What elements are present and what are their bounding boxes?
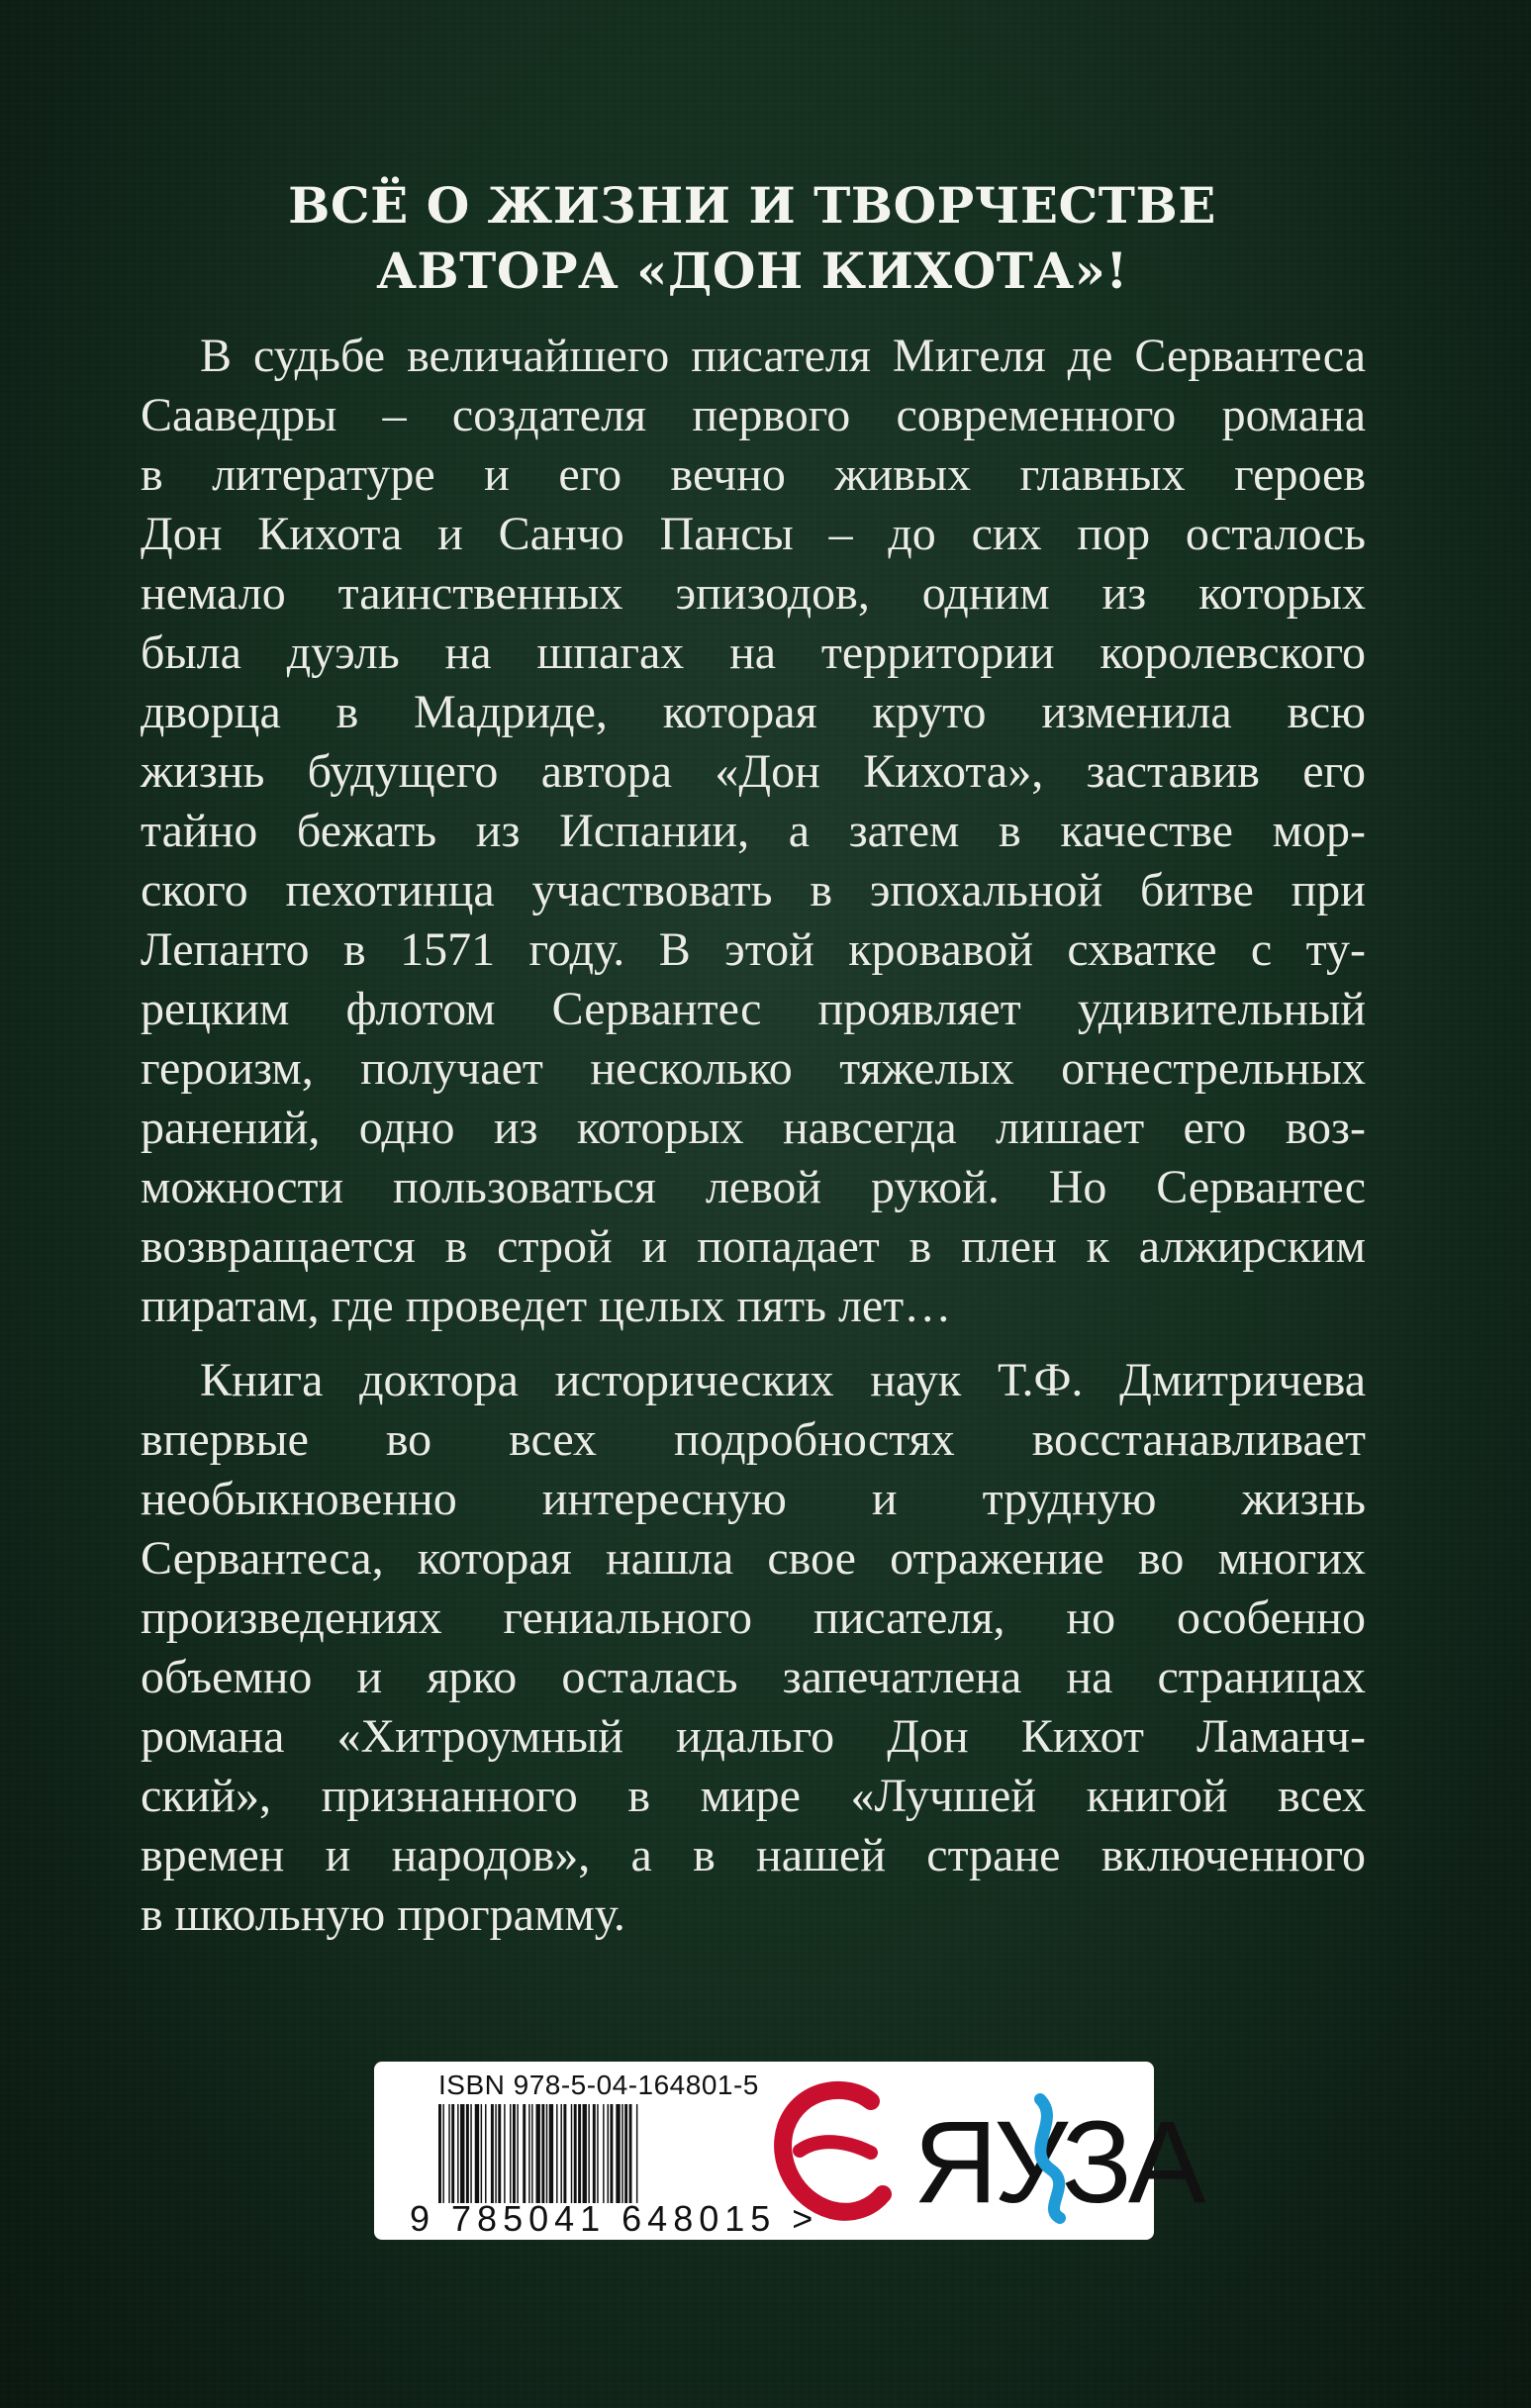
text-line: немало таинственных эпизодов, одним из которых <box>141 567 1366 620</box>
text-line: дворца в Мадриде, которая круто изменила всю <box>141 686 1366 738</box>
barcode-bar <box>495 2104 496 2203</box>
text-line: жизнь будущего автора «Дон Кихота», заставив его <box>141 745 1366 798</box>
text-line: героизм, получает несколько тяжелых огнестрельных <box>141 1042 1366 1095</box>
text-line: возвращается в строй и попадает в плен к алжирским <box>141 1220 1366 1273</box>
text-line: была дуэль на шпагах на территории королевского <box>141 626 1366 679</box>
barcode-bar <box>571 2104 572 2203</box>
barcode-bar <box>485 2104 486 2203</box>
barcode-digits: 9 785041 648015 > <box>410 2198 819 2239</box>
barcode-bar <box>629 2104 632 2203</box>
barcode-bar <box>481 2104 482 2203</box>
barcode-bar <box>608 2104 609 2203</box>
barcode-bar <box>556 2104 557 2203</box>
text-line: произведениях гениального писателя, но особенно <box>141 1591 1366 1644</box>
text-line: времен и народов», а в нашей стране включенного <box>141 1829 1366 1881</box>
text-line: в школьную программу. <box>141 1888 625 1941</box>
barcode-bar <box>470 2104 471 2203</box>
text-line: Сааведры – создателя первого современного романа <box>141 389 1366 441</box>
barcode-bar <box>438 2104 441 2203</box>
text-line: Книга доктора исторических наук Т.Ф. Дмитричева <box>200 1354 1366 1406</box>
barcode-bar <box>457 2104 458 2203</box>
text-line: В судьбе величайшего писателя Мигеля де Сервантеса <box>200 330 1366 382</box>
barcode-bar <box>546 2104 547 2203</box>
barcode-bar <box>510 2104 511 2203</box>
barcode-bar <box>504 2104 505 2203</box>
barcode-bar <box>460 2104 464 2203</box>
text-line: впервые во всех подробностях восстанавливает <box>141 1413 1366 1466</box>
annotation-paragraph-2 <box>141 1351 1366 1945</box>
barcode-bar <box>513 2104 516 2203</box>
text-line: романа «Хитроумный идальго Дон Кихот Ламанч- <box>141 1710 1366 1763</box>
barcode <box>438 2104 750 2203</box>
barcode-bar <box>593 2104 596 2203</box>
annotation-paragraph-1 <box>141 327 1366 1336</box>
barcode-bar <box>475 2104 479 2203</box>
barcode-bar <box>528 2104 529 2203</box>
yauza-logo-text: ЯУЗА <box>913 2097 1202 2228</box>
eksmo-logo-icon <box>770 2079 899 2223</box>
barcode-bar <box>541 2104 544 2203</box>
text-line: необыкновенно интересную и трудную жизнь <box>141 1473 1366 1525</box>
text-line: объемно и ярко осталась запечатлена на страницах <box>141 1651 1366 1703</box>
heading-line-2: АВТОРА «ДОН КИХОТА»! <box>376 241 1128 300</box>
text-line: ский», признанного в мире «Лучшей книгой всех <box>141 1770 1366 1822</box>
barcode-bar <box>610 2104 613 2203</box>
barcode-bar <box>636 2104 637 2203</box>
barcode-bar <box>588 2104 589 2203</box>
isbn-label: ISBN 978-5-04-164801-5 <box>438 2070 759 2100</box>
text-line: Лепанто в 1571 году. В этой кровавой схватке с ту- <box>141 923 1366 976</box>
barcode-bar <box>517 2104 518 2203</box>
barcode-bar <box>563 2104 566 2203</box>
isbn-barcode-panel <box>374 2062 1202 2240</box>
barcode-bar <box>597 2104 598 2203</box>
barcode-bar <box>603 2104 604 2203</box>
barcode-bar <box>583 2104 587 2203</box>
barcode-bar <box>616 2104 620 2203</box>
text-line: ранений, одно из которых навсегда лишает его воз- <box>141 1102 1366 1154</box>
barcode-bar <box>466 2104 469 2203</box>
barcode-bar <box>448 2104 449 2203</box>
text-line: в литературе и его вечно живых главных героев <box>141 448 1366 501</box>
heading-line-1: ВСЁ О ЖИЗНИ И ТВОРЧЕСТВЕ <box>288 176 1216 235</box>
barcode-bar <box>574 2104 577 2203</box>
barcode-bar <box>442 2104 443 2203</box>
barcode-bar <box>491 2104 494 2203</box>
text-line: тайно бежать из Испании, а затем в качестве мор- <box>141 805 1366 857</box>
barcode-bar <box>451 2104 454 2203</box>
barcode-bar <box>523 2104 526 2203</box>
yauza-logo <box>913 2091 1202 2228</box>
barcode-bar <box>498 2104 501 2203</box>
text-line: рецким флотом Сервантес проявляет удивительный <box>141 983 1366 1035</box>
barcode-bar <box>560 2104 561 2203</box>
text-line: пиратам, где проведет целых пять лет… <box>141 1280 952 1332</box>
barcode-bar <box>535 2104 539 2203</box>
barcode-bar <box>531 2104 532 2203</box>
barcode-bar <box>578 2104 581 2203</box>
barcode-bar <box>624 2104 627 2203</box>
text-line: Дон Кихота и Санчо Пансы – до сих пор осталось <box>141 508 1366 560</box>
text-line: ского пехотинца участвовать в эпохальной битве при <box>141 864 1366 916</box>
text-line: Сервантеса, которая нашла свое отражение во многих <box>141 1532 1366 1585</box>
cover-heading <box>119 173 1386 304</box>
text-line: можности пользоваться левой рукой. Но Сервантес <box>141 1161 1366 1213</box>
barcode-bar <box>549 2104 553 2203</box>
